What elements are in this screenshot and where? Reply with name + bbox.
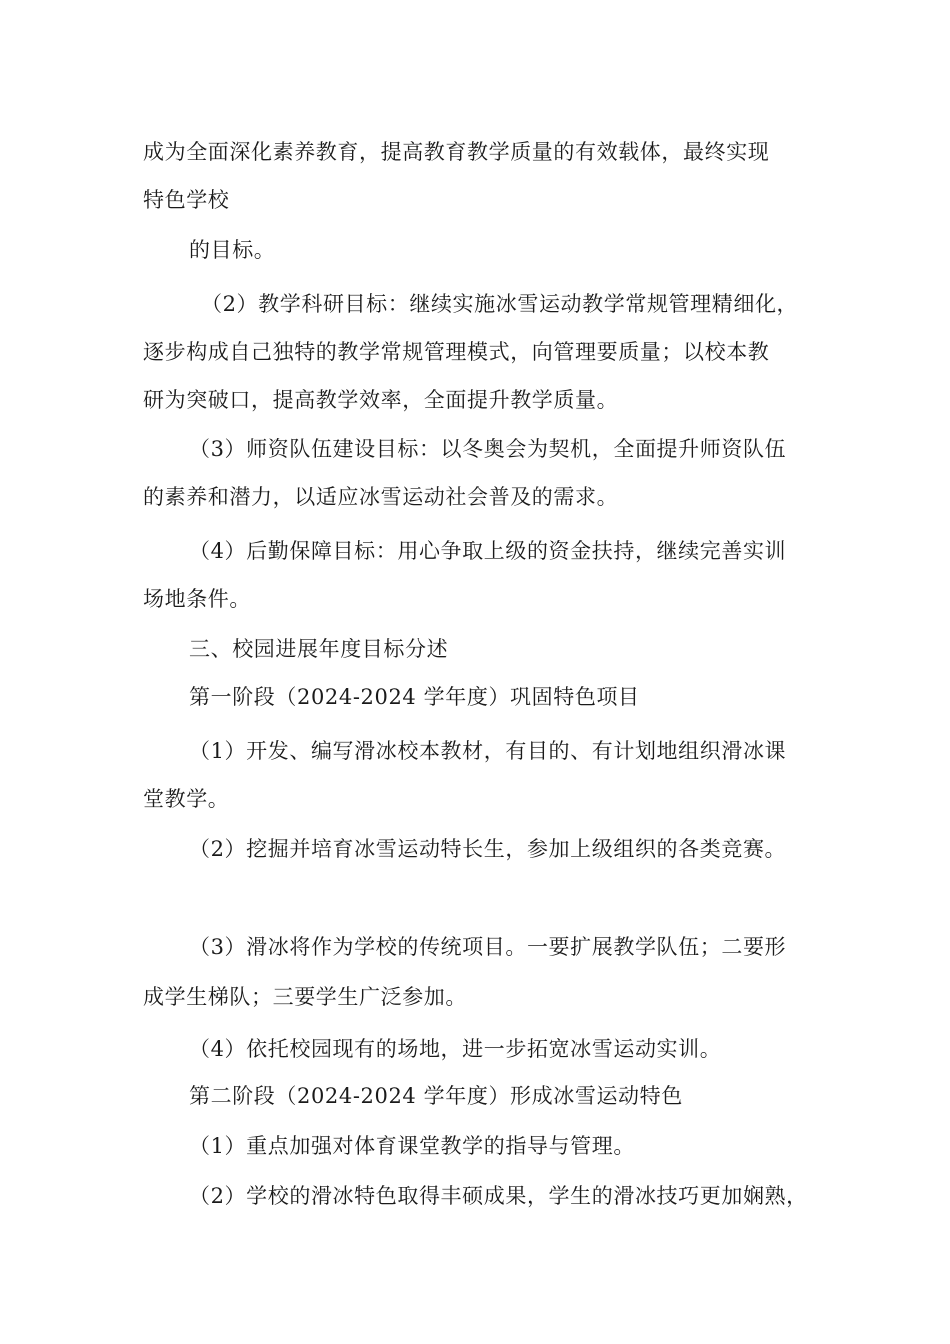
paragraph-line: （1）重点加强对体育课堂教学的指导与管理。: [189, 1134, 635, 1158]
section-heading: 三、校园进展年度目标分述: [189, 637, 449, 661]
paragraph-line: （1）开发、编写滑冰校本教材，有目的、有计划地组织滑冰课: [189, 739, 787, 763]
paragraph-line: 场地条件。: [143, 587, 251, 611]
paragraph-line: （2）教学科研目标：继续实施冰雪运动教学常规管理精细化，: [201, 292, 799, 316]
stage-heading: 第二阶段（2024-2024 学年度）形成冰雪运动特色: [189, 1084, 683, 1108]
paragraph-line: 研为突破口，提高教学效率，全面提升教学质量。: [143, 388, 619, 412]
paragraph-line: （2）学校的滑冰特色取得丰硕成果，学生的滑冰技巧更加娴熟，: [189, 1184, 808, 1208]
paragraph-line: 堂教学。: [143, 787, 230, 811]
paragraph-line: （2）挖掘并培育冰雪运动特长生，参加上级组织的各类竞赛。: [189, 837, 787, 861]
paragraph-line: （3）滑冰将作为学校的传统项目。一要扩展教学队伍；二要形: [189, 935, 787, 959]
stage-heading: 第一阶段（2024-2024 学年度）巩固特色项目: [189, 685, 640, 709]
paragraph-line: （4）依托校园现有的场地，进一步拓宽冰雪运动实训。: [189, 1037, 722, 1061]
paragraph-line: 特色学校: [143, 188, 230, 212]
paragraph-line: （4）后勤保障目标：用心争取上级的资金扶持，继续完善实训: [189, 539, 787, 563]
paragraph-line: 逐步构成自己独特的教学常规管理模式，向管理要质量；以校本教: [143, 340, 770, 364]
paragraph-line: 的素养和潜力，以适应冰雪运动社会普及的需求。: [143, 485, 619, 509]
paragraph-line: 成为全面深化素养教育，提高教育教学质量的有效载体，最终实现: [143, 140, 770, 164]
paragraph-line: （3）师资队伍建设目标：以冬奥会为契机，全面提升师资队伍: [189, 437, 787, 461]
paragraph-line: 成学生梯队；三要学生广泛参加。: [143, 985, 467, 1009]
paragraph-line: 的目标。: [189, 238, 276, 262]
